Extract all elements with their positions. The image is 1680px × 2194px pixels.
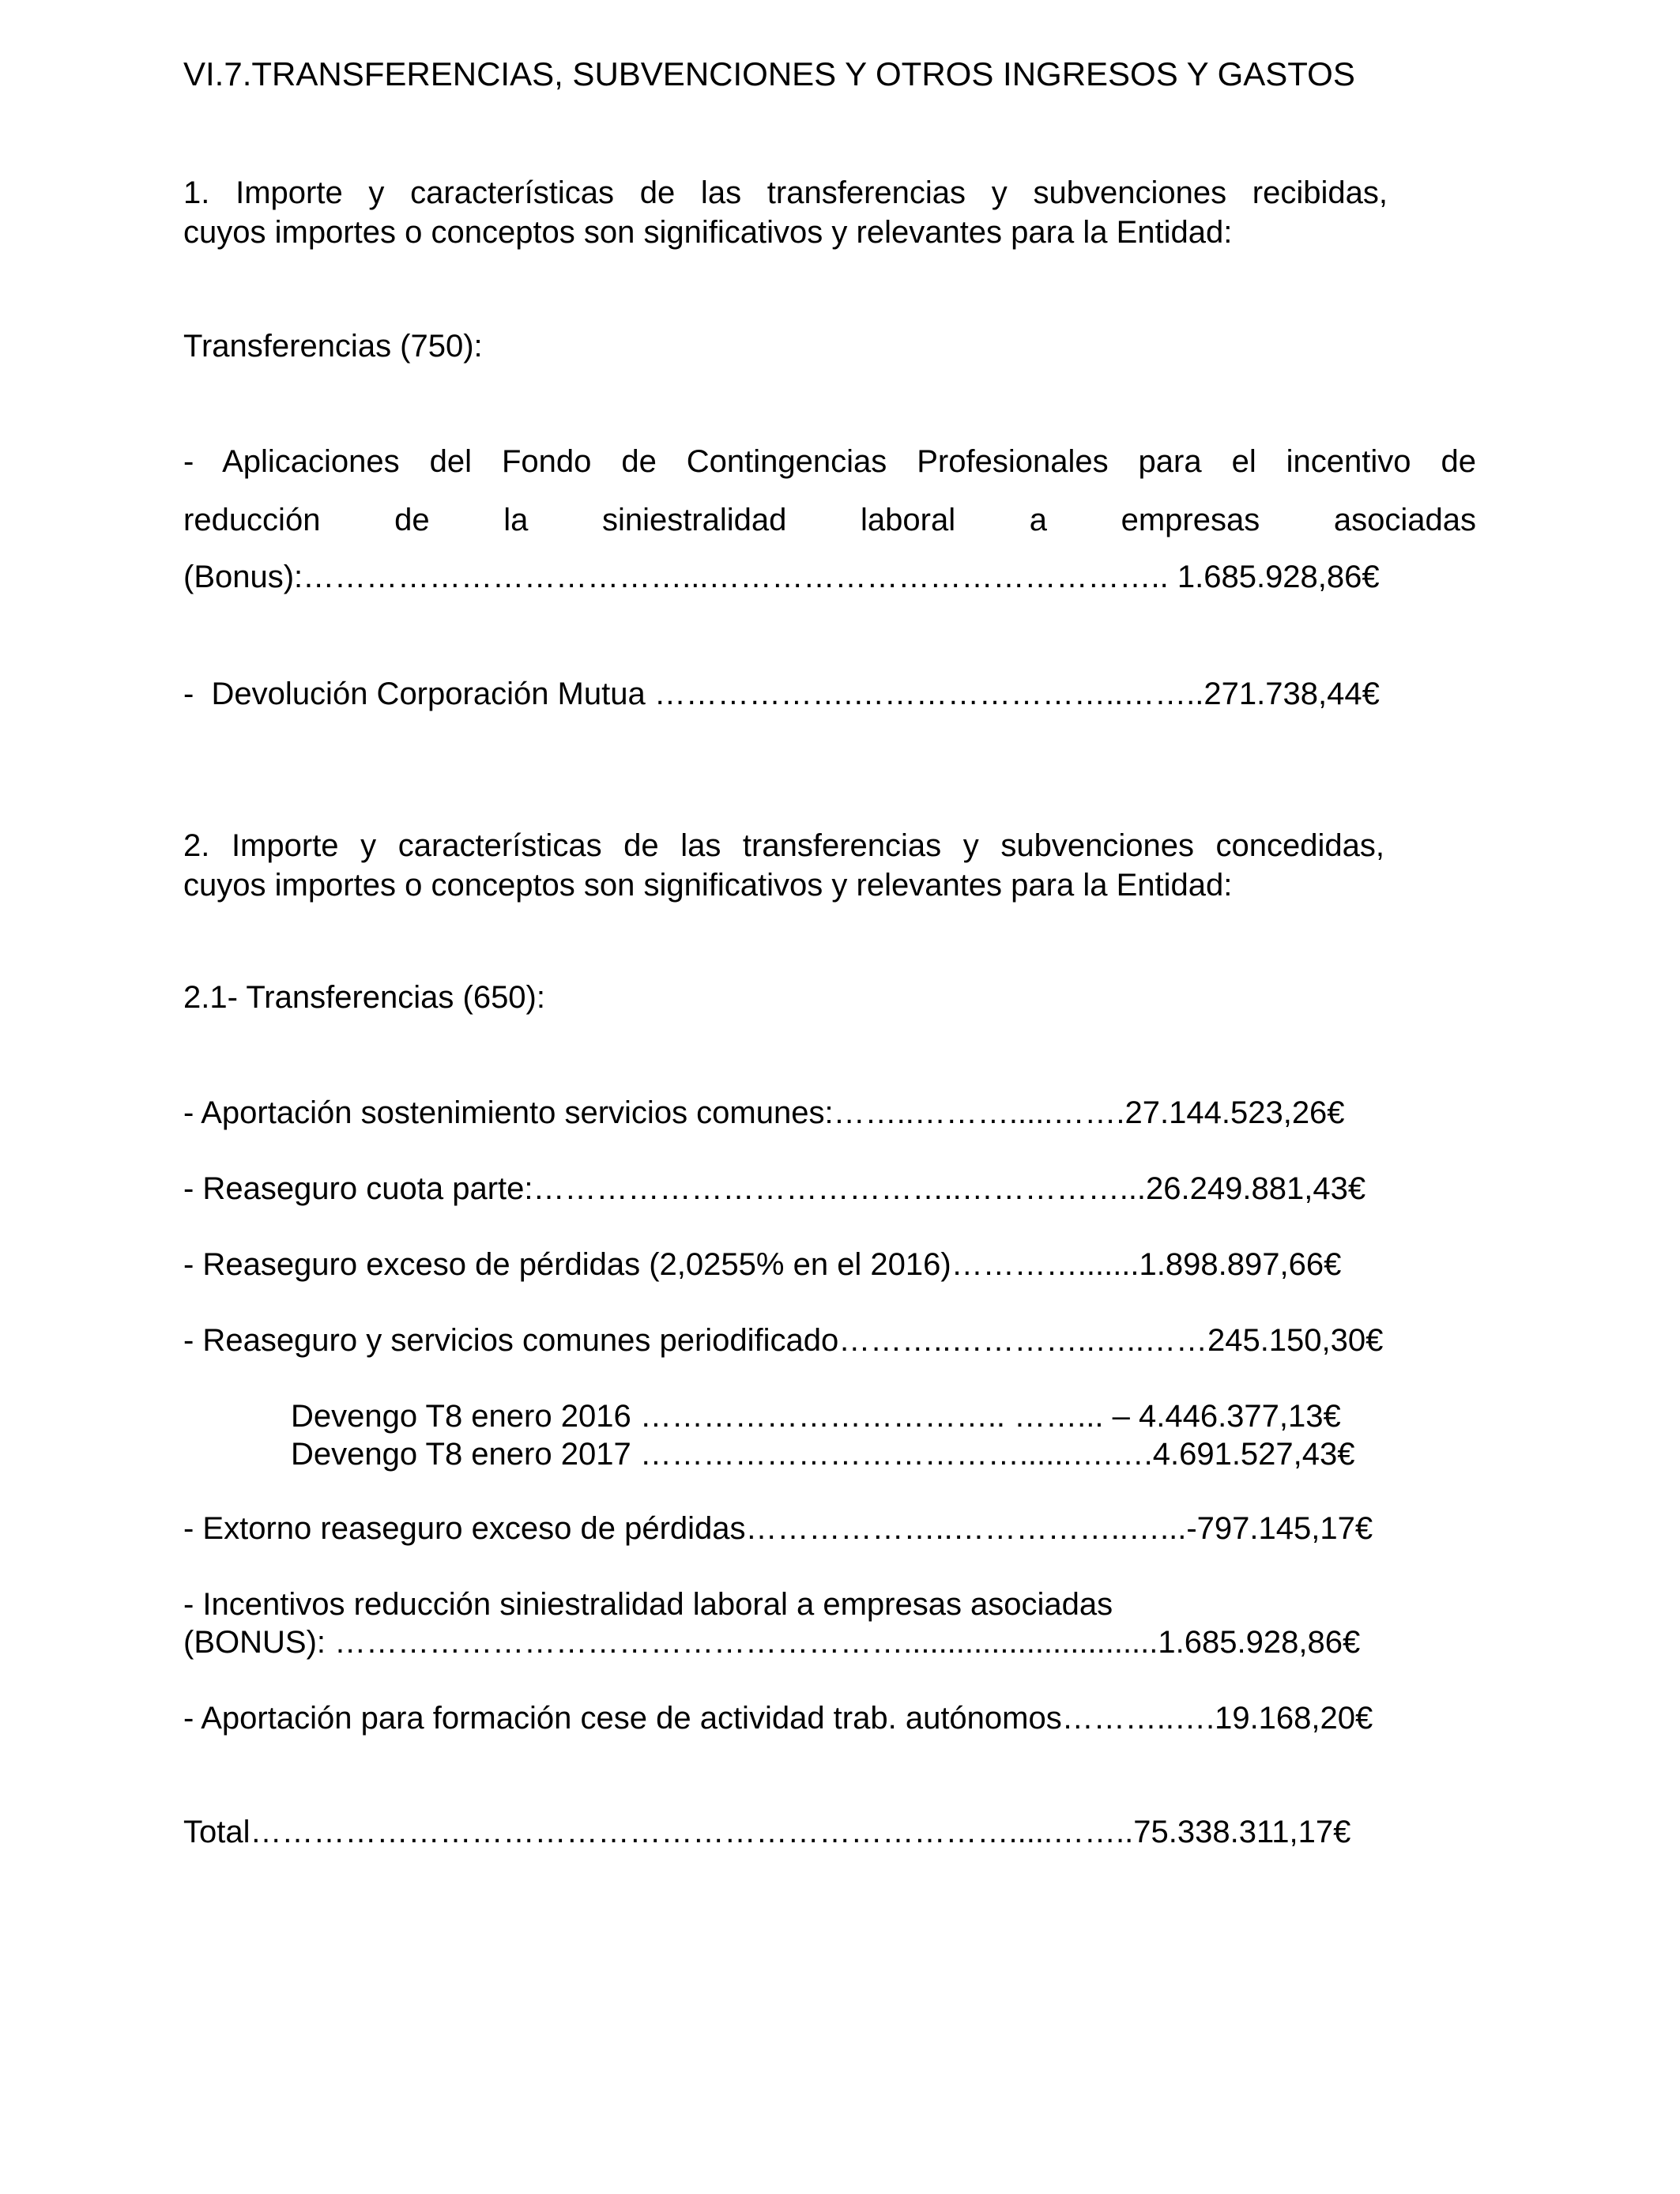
list-item: - Reaseguro y servicios comunes periodificado………..…………..…..……245.150,30€ bbox=[183, 1323, 1384, 1358]
section1-heading-line1: 1. Importe y características de las transferencias y subvenciones recibidas, bbox=[183, 175, 1388, 210]
list-item: - Aportación sostenimiento servicios comunes:……..……….....…….27.144.523,26€ bbox=[183, 1095, 1345, 1130]
incentivos-line2: (BONUS): ……………………………………………….............................1.685.928,86€ bbox=[183, 1625, 1361, 1660]
section2-heading-line1: 2. Importe y características de las transferencias y subvenciones concedidas, bbox=[183, 828, 1384, 863]
section1-heading-line2: cuyos importes o conceptos son significativos y relevantes para la Entidad: bbox=[183, 215, 1233, 250]
section1-item1-line2: reducción de la siniestralidad laboral a empresas asociadas bbox=[183, 503, 1476, 537]
extorno-item: - Extorno reaseguro exceso de pérdidas………………..……………..…...-797.145,17€ bbox=[183, 1511, 1373, 1546]
section2-heading-line2: cuyos importes o conceptos son significativos y relevantes para la Entidad: bbox=[183, 868, 1233, 903]
devengo-2016: Devengo T8 enero 2016 …………………………….. ……... – 4.446.377,13€ bbox=[291, 1399, 1341, 1434]
list-item: - Reaseguro cuota parte:…………………………………..……………...26.249.881,43€ bbox=[183, 1171, 1366, 1206]
section2-subheading: 2.1- Transferencias (650): bbox=[183, 980, 545, 1015]
aportacion-formacion-item: - Aportación para formación cese de actividad trab. autónomos………..….19.168,20€ bbox=[183, 1701, 1373, 1736]
section1-item1-line1: - Aplicaciones del Fondo de Contingencias Profesionales para el incentivo de bbox=[183, 444, 1476, 479]
devengo-2017: Devengo T8 enero 2017 ………………………………......….….4.691.527,43€ bbox=[291, 1437, 1355, 1472]
incentivos-line1: - Incentivos reducción siniestralidad laboral a empresas asociadas bbox=[183, 1587, 1113, 1622]
page-title: VI.7.TRANSFERENCIAS, SUBVENCIONES Y OTROS INGRESOS Y GASTOS bbox=[183, 55, 1355, 92]
section1-subheading: Transferencias (750): bbox=[183, 329, 483, 364]
section1-item2: - Devolución Corporación Mutua ……………….……………………..……..271.738,44€ bbox=[183, 677, 1380, 711]
total-line: Total……………………………………………………………….....……..75.338.311,17€ bbox=[183, 1815, 1351, 1849]
list-item: - Reaseguro exceso de pérdidas (2,0255% en el 2016)………….......1.898.897,66€ bbox=[183, 1247, 1342, 1282]
section1-item1-line3: (Bonus):………………………………...…………………………………….. 1.685.928,86€ bbox=[183, 560, 1380, 594]
